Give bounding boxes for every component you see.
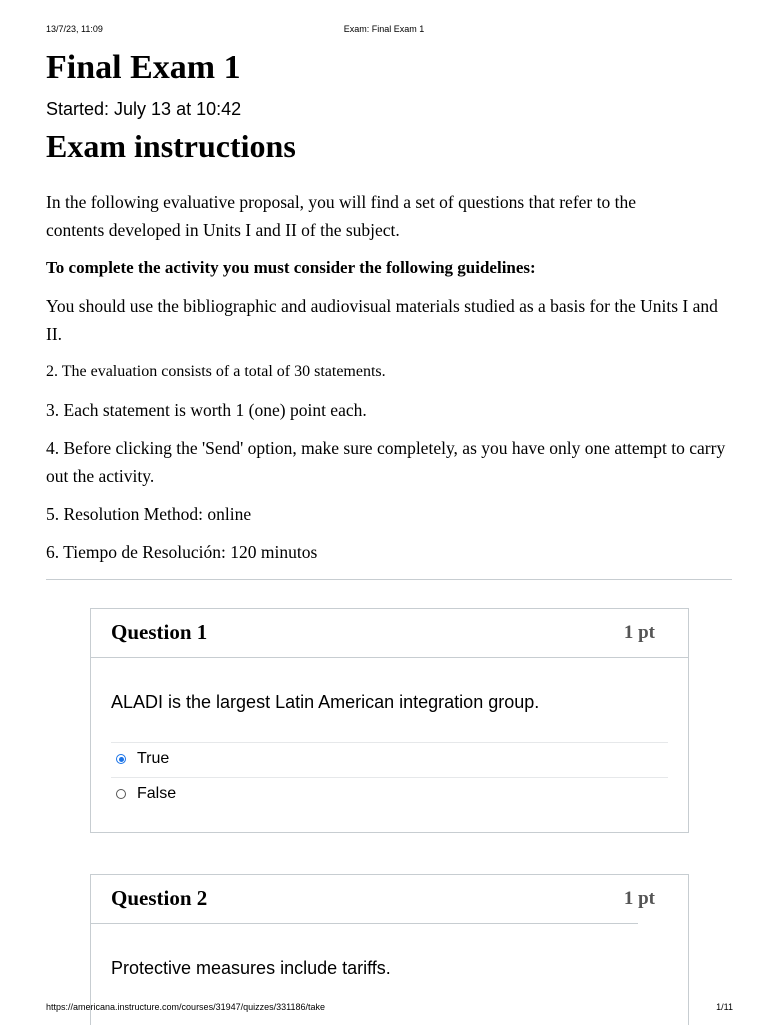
question-points: 1 pt <box>623 888 655 909</box>
exam-content <box>46 48 736 576</box>
question-header <box>91 609 688 658</box>
answer-option-true[interactable] <box>111 742 668 777</box>
section-divider <box>46 579 732 580</box>
guideline-item: 3. Each statement is worth 1 (one) point each. <box>46 400 367 420</box>
started-timestamp: Started: July 13 at 10:42 <box>46 99 242 119</box>
instructions-title: Exam instructions <box>46 128 296 164</box>
question-points: 1 pt <box>623 622 655 643</box>
answer-option-false[interactable] <box>111 777 668 812</box>
radio-unselected-icon[interactable] <box>116 789 126 799</box>
question-text: ALADI is the largest Latin American integration group. <box>111 692 540 712</box>
guideline-item: 4. Before clicking the 'Send' option, make sure completely, as you have only one attempt to carry out the activity. <box>46 438 726 486</box>
print-page-number: 1/11 <box>716 1002 733 1012</box>
guideline-item: You should use the bibliographic and audiovisual materials studied as a basis for the Units I and II. <box>46 296 718 344</box>
page-title: Final Exam 1 <box>46 49 241 86</box>
question-title: Question 1 <box>111 620 208 644</box>
question-title: Question 2 <box>111 886 208 910</box>
question-card-1 <box>90 608 689 833</box>
print-page-title: Exam: Final Exam 1 <box>343 24 425 34</box>
print-url: https://americana.instructure.com/courses/31947/quizzes/331186/take <box>46 1002 325 1012</box>
guidelines-heading: To complete the activity you must consider the following guidelines: <box>46 258 536 277</box>
guideline-item: 6. Tiempo de Resolución: 120 minutos <box>46 542 318 562</box>
print-datetime: 13/7/23, 11:09 <box>46 24 103 34</box>
guideline-item: 2. The evaluation consists of a total of 30 statements. <box>46 363 386 380</box>
instructions-body <box>46 188 736 566</box>
answer-list <box>111 742 668 812</box>
print-header <box>0 24 768 38</box>
print-footer <box>0 1002 768 1016</box>
print-artifact <box>638 910 688 956</box>
question-text: Protective measures include tariffs. <box>111 958 391 978</box>
question-header <box>91 875 688 924</box>
answer-label[interactable]: True <box>137 750 170 767</box>
radio-selected-icon[interactable] <box>116 754 126 764</box>
guideline-item: 5. Resolution Method: online <box>46 504 252 524</box>
answer-label[interactable]: False <box>137 785 177 802</box>
instructions-intro: In the following evaluative proposal, you will find a set of questions that refer to the contents developed in Units I and II of the subject. <box>46 192 636 240</box>
